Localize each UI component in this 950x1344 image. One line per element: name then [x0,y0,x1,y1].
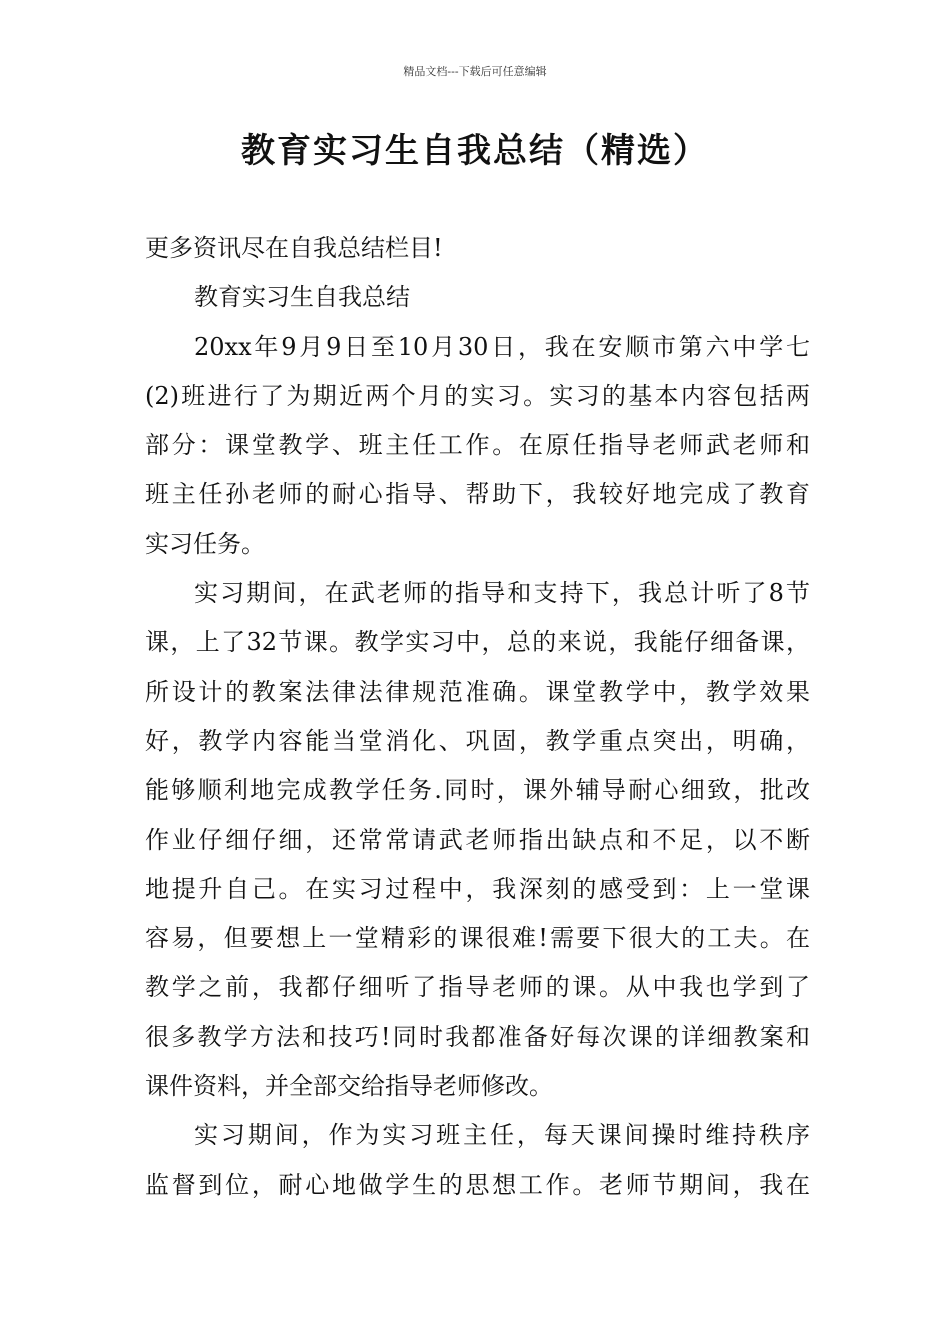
paragraph-line: 能够顺利地完成教学任务.同时，课外辅导耐心细致，批改 [145,776,810,805]
paragraph-line: 课件资料，并全部交给指导老师修改。 [145,1072,553,1101]
paragraph-line: 实习任务。 [145,529,265,558]
paragraph-line: (2)班进行了为期近两个月的实习。实习的基本内容包括两 [145,381,810,410]
paragraph-line: 实习期间，作为实习班主任，每天课间操时维持秩序 [194,1121,810,1150]
paragraph-line: 课，上了32节课。教学实习中，总的来说，我能仔细备课， [145,628,810,657]
section-heading: 教育实习生自我总结 [194,283,410,312]
paragraph-line: 容易，但要想上一堂精彩的课很难!需要下很大的工夫。在 [145,924,810,953]
paragraph-line: 实习期间，在武老师的指导和支持下，我总计听了8节 [194,579,810,608]
paragraph-line: 好，教学内容能当堂消化、巩固，教学重点突出，明确， [145,726,810,755]
paragraph-line: 部分：课堂教学、班主任工作。在原任指导老师武老师和 [145,431,810,460]
paragraph-line: 班主任孙老师的耐心指导、帮助下，我较好地完成了教育 [145,480,810,509]
paragraph-line: 地提升自己。在实习过程中，我深刻的感受到：上一堂课 [145,874,810,903]
paragraph-line: 监督到位，耐心地做学生的思想工作。老师节期间，我在 [145,1170,810,1199]
paragraph-line: 很多教学方法和技巧!同时我都准备好每次课的详细教案和 [145,1022,810,1051]
document-title: 教育实习生自我总结（精选） [241,131,709,171]
intro-line: 更多资讯尽在自我总结栏目! [145,234,443,262]
paragraph-line: 教学之前，我都仔细听了指导老师的课。从中我也学到了 [145,973,810,1002]
paragraph-line: 所设计的教案法律法律规范准确。课堂教学中，教学效果 [145,677,810,706]
paragraph-line: 作业仔细仔细，还常常请武老师指出缺点和不足，以不断 [145,825,810,854]
document-body [145,224,810,1210]
paragraph-line: 20xx年9月9日至10月30日，我在安顺市第六中学七 [194,332,810,361]
page-header: 精品文档---下载后可任意编辑 [403,65,547,78]
